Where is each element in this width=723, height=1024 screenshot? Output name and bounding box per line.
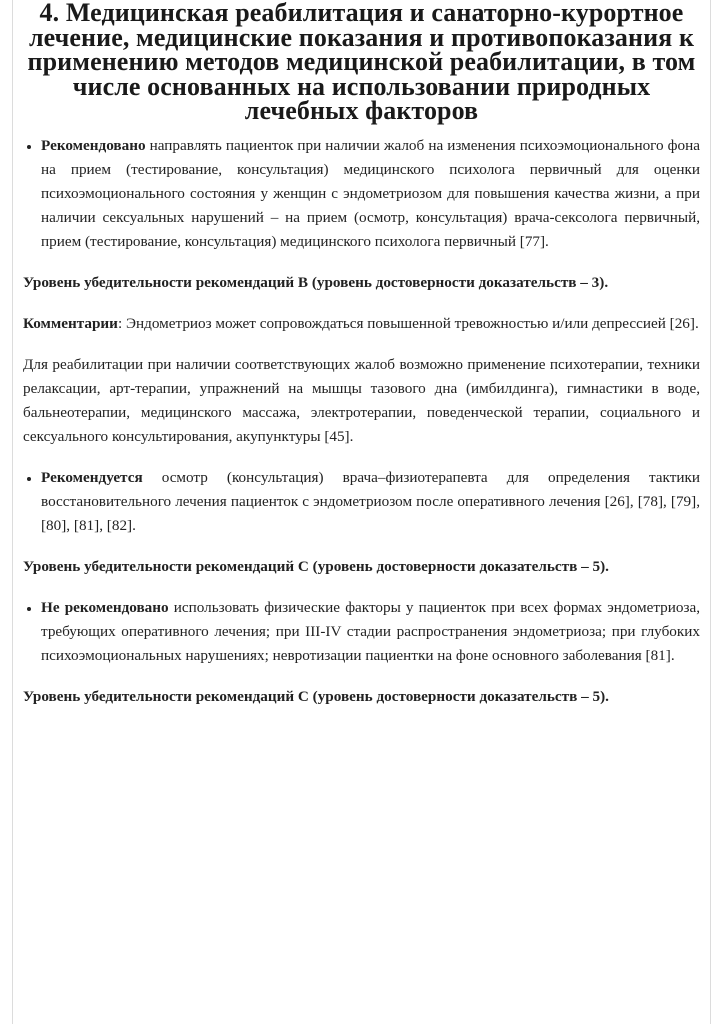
- recommendation-text: осмотр (консультация) врача–физиотерапевта для определения тактики восстановительного лечения пациенток с эндометриозом после оперативного лечения [26], [78], [79], [80], [81], [82].: [41, 468, 700, 534]
- document-page: [12, 0, 711, 1024]
- evidence-level: Уровень убедительности рекомендаций C (уровень достоверности доказательств – 5).: [23, 557, 609, 575]
- recommendation-lead: Рекомендовано: [41, 136, 146, 154]
- recommendation-lead: Рекомендуется: [41, 468, 143, 486]
- recommendation-text: использовать физические факторы у пациенток при всех формах эндометриоза, требующих оперативного лечения; при III-IV стадии распространения эндометриоза; при глубоких психоэмоциональных нарушениях; невротизации пациентки на фоне основного заболевания [81].: [41, 598, 700, 664]
- recommendation-list: [23, 466, 700, 538]
- evidence-level: Уровень убедительности рекомендаций B (уровень достоверности доказательств – 3).: [23, 273, 609, 291]
- recommendation-item: [41, 596, 700, 668]
- recommendation-list: [23, 134, 700, 254]
- recommendation-text: направлять пациенток при наличии жалоб на изменения психоэмоционального фона на прием (тестирование, консультация) медицинского психолога первичный для оценки психоэмоционального состояния у женщин с эндометриозом для повышения качества жизни, а при наличии сексуальных нарушений – на прием (осмотр, консультация) врача-сексолога первичный, прием (тестирование, консультация) медицинского психолога первичный [77].: [41, 136, 700, 250]
- comment-text: : Эндометриоз может сопровождаться повышенной тревожностью и/или депрессией [26].: [117, 314, 699, 332]
- recommendation-item: [41, 134, 700, 254]
- section-heading: 4. Медицинская реабилитация и санаторно-курортное лечение, медицинские показания и противопоказания к применению методов медицинской реабилитации, в том числе основанных на использовании природных лечебных факторов: [27, 0, 696, 125]
- recommendation-lead: Не рекомендовано: [41, 598, 169, 616]
- recommendation-list: [23, 596, 700, 668]
- rehabilitation-paragraph: Для реабилитации при наличии соответствующих жалоб возможно применение психотерапии, техники релаксации, арт-терапии, упражнений на мышцы тазового дна (имбилдинга), гимнастики в воде, бальнеотерапии, медицинского массажа, электротерапии, поведенческой терапии, социального и сексуального консультирования, акупунктуры [45].: [23, 355, 700, 445]
- recommendation-item: [41, 466, 700, 538]
- document-content: [23, 0, 700, 709]
- evidence-level: Уровень убедительности рекомендаций C (уровень достоверности доказательств – 5).: [23, 687, 609, 705]
- comment-lead: Комментарии: [23, 314, 118, 332]
- comment-paragraph: [23, 312, 700, 336]
